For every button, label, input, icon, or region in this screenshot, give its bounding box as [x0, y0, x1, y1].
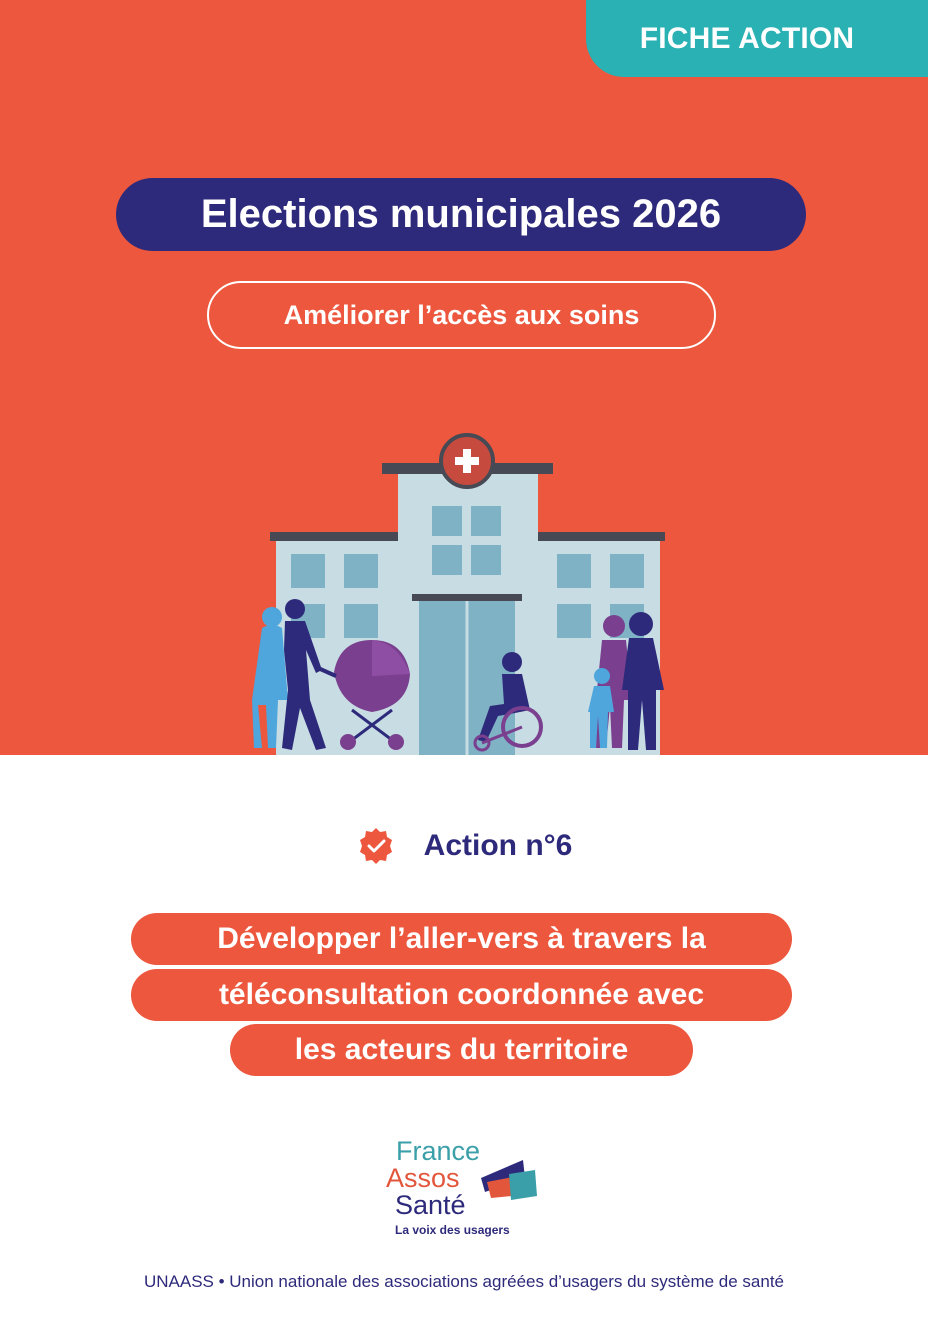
- logo-word-sante: Santé: [395, 1190, 466, 1220]
- footer-organization: UNAASS • Union nationale des associations agréées d’usagers du système de santé: [143, 1272, 785, 1291]
- page-subtitle: Améliorer l’accès aux soins: [207, 281, 716, 349]
- action-heading: [0, 822, 928, 870]
- logo-word-france: France: [396, 1136, 481, 1166]
- checkmark-badge-icon: [356, 826, 396, 866]
- headline-line-1: Développer l’aller-vers à travers la: [131, 913, 792, 965]
- fiche-action-tag: FICHE ACTION: [586, 0, 928, 77]
- france-assos-sante-logo: [385, 1136, 545, 1244]
- logo-tagline: La voix des usagers: [395, 1223, 510, 1237]
- action-number: Action n°6: [423, 829, 573, 862]
- page-title: Elections municipales 2026: [116, 178, 806, 251]
- headline-line-2: téléconsultation coordonnée avec: [131, 969, 792, 1021]
- headline-line-3: les acteurs du territoire: [230, 1024, 693, 1076]
- logo-word-assos: Assos: [386, 1163, 460, 1193]
- speech-flags-icon: [479, 1156, 539, 1208]
